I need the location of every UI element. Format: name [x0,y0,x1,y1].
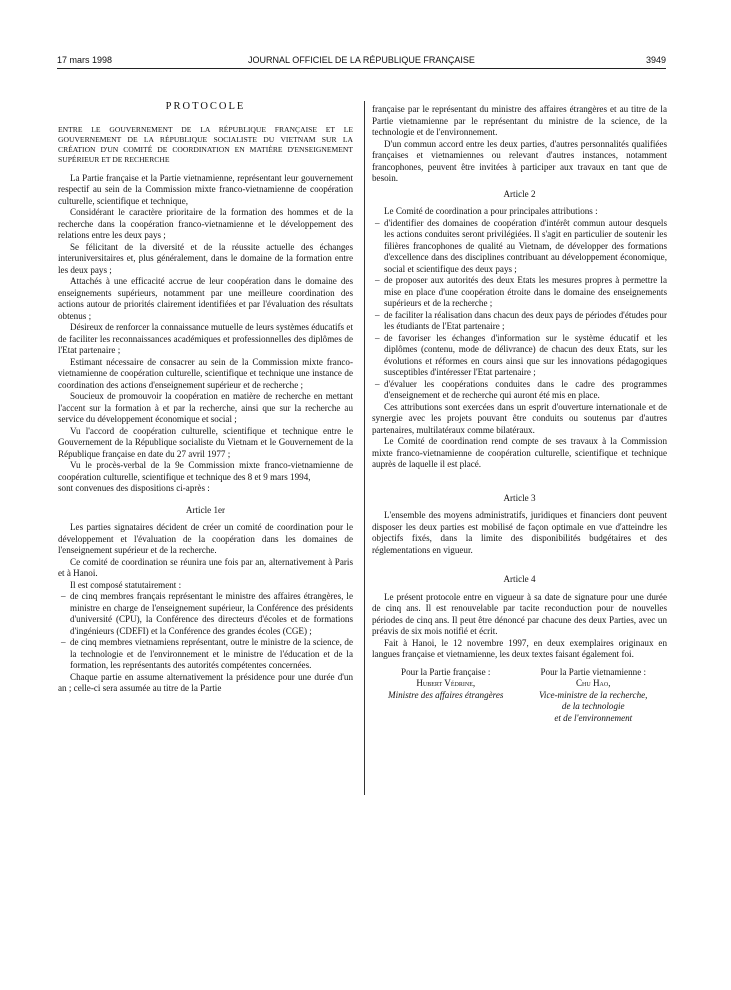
signature-vietnamese-label: Pour la Partie vietnamienne : [540,666,647,677]
preamble-conclusion: sont convenues des dispositions ci-après : [58,483,210,493]
article-4-heading: Article 4 [503,574,536,584]
preamble-paragraph: Considérant le caractère prioritaire de la formation des hommes et de la recherche dans la coopération franco-vietnamienne et le développement des relations entre les deux pays ; [58,207,353,240]
preamble-paragraph: Attachés à une efficacité accrue de leur coopération dans le domaine des enseignements supérieurs, notamment par une meilleure coordination des actions autour de priorités clairement identifiées et par l'évaluation des résultats obtenus ; [58,276,353,321]
signature-vietnamese-title: et de l'environnement [554,712,633,723]
header-date: 17 mars 1998 [57,55,113,65]
preamble-paragraph: La Partie française et la Partie vietnamienne, représentant leur gouvernement respectif au sein de la Commission mixte franco-vietnamienne de coopération culturelle, scientifique et technique, [58,172,353,206]
article-1-list-item: – de cinq membres français représentant le ministre des affaires étrangères, le ministre en charge de l'enseignement supérieur, la Conférence des présidents d'université (CPU), la Conférence des directeurs d'écoles et de formations d'ingénieurs (CDEFI) et la Conférence des grandes écoles (CGE) ; [58,591,353,637]
article-1-paragraph: Il est composé statutairement : [70,579,182,590]
article-3-paragraph: L'ensemble des moyens administratifs, juridiques et financiers dont peuvent disposer les deux parties est mobilisé de façon optimale en vue d'atteindre les objectifs fixés, dans la limite des disponibilités budgétaires et des réglementations en vigueur. [372,510,667,555]
signature-vietnamese-name: Chu Hao, [575,678,611,688]
article-2-list-item: – de faciliter la réalisation dans chacun des deux pays de périodes d'études pour les étudiants de l'Etat partenaire ; [372,310,667,333]
preamble-paragraph: Soucieux de promouvoir la coopération en matière de recherche en mettant l'accent sur la formation à et par la recherche, ainsi que sur la recherche au service du développement économique et social ; [58,391,353,424]
header-journal-title: JOURNAL OFFICIEL DE LA RÉPUBLIQUE FRANÇAISE [248,55,475,65]
article-1-continuation: D'un commun accord entre les deux parties, d'autres personnalités qualifiées françaises et vietnamiennes ou relevant d'autres instances, notamment francophones, peuvent être invitées à participer aux travaux en tant que de besoin. [372,138,667,183]
article-1-continuation: française par le représentant du ministre des affaires étrangères et au titre de la Partie vietnamienne par le représentant du ministre de la science, de la technologie et de l'environnement. [372,104,667,137]
signature-french-label: Pour la Partie française : [401,666,491,677]
article-1-paragraph: Chaque partie en assume alternativement la présidence pour une durée d'un an ; celle-ci sera assumée au titre de la Partie [58,671,353,693]
preamble-paragraph: Estimant nécessaire de consacrer au sein de la Commission mixte franco-vietnamienne de coopération culturelle, scientifique et technique une instance de coordination des actions d'enseignement supérieur et de recherche ; [58,356,353,390]
signature-french [372,667,520,725]
article-1-list-item: – de cinq membres vietnamiens représentant, outre le ministre de la science, de la technologie et de l'environnement et le ministre de l'éducation et de la formation, les représentants des autorités compétentes concernées. [58,637,353,672]
article-2-intro: Le Comité de coordination a pour principales attributions : [384,206,598,216]
left-column [58,101,353,695]
preamble-paragraph: Se félicitant de la diversité et de la réussite actuelle des échanges interuniversitaires et, plus généralement, dans le domaine de la formation entre les deux pays ; [58,241,353,275]
signature-block [372,667,667,725]
article-1-heading: Article 1er [185,504,226,515]
signature-vietnamese-title: Vice-ministre de la recherche, [539,689,648,700]
signature-french-name: Hubert Védrine, [416,678,476,688]
article-4-paragraph: Le présent protocole entre en vigueur à sa date de signature pour une durée de cinq ans. Il est renouvelable par tacite reconduction pour de nouvelles périodes de cinq ans. Il peut être dénoncé par chacune des deux Parties, avec un préavis de six mois notifié et écrit. [372,591,667,636]
preamble-paragraph: Vu le procès-verbal de la 9e Commission mixte franco-vietnamienne de coopération culturelle, scientifique et technique des 8 et 9 mars 1994, [58,460,353,482]
signature-vietnamese [520,667,668,725]
article-2-heading: Article 2 [503,188,536,199]
article-1-paragraph: Les parties signataires décident de créer un comité de coordination pour le développement et l'évaluation de la coopération dans les domaines de l'enseignement supérieur et de la recherche. [58,522,353,555]
preamble-paragraph: Désireux de renforcer la connaissance mutuelle de leurs systèmes éducatifs et de faciliter les reconnaissances académiques et professionnelles des diplômes de l'Etat partenaire ; [58,322,353,355]
protocol-subtitle: ENTRE LE GOUVERNEMENT DE LA RÉPUBLIQUE FRANÇAISE ET LE GOUVERNEMENT DE LA RÉPUBLIQUE SOCIALISTE DU VIETNAM SUR LA CRÉATION D'UN COMITÉ DE COORDINATION EN MATIÈRE D'ENSEIGNEMENT SUPÉRIEUR ET DE RECHERCHE [58,124,353,164]
article-2-paragraph: Le Comité de coordination rend compte de ses travaux à la Commission mixte franco-vietnamienne de coopération culturelle, scientifique et technique auprès de laquelle il est placé. [372,436,667,469]
column-divider [364,101,365,795]
article-2-paragraph: Ces attributions sont exercées dans un esprit d'ouverture internationale et de synergie avec les projets pouvant être conduits ou soutenus par d'autres partenaires, multilatéraux comme bilatéraux. [372,401,667,435]
header-rule [57,68,666,69]
signature-french-title: Ministre des affaires étrangères [388,689,504,700]
article-1-paragraph: Ce comité de coordination se réunira une fois par an, alternativement à Paris et à Hanoi. [58,556,353,578]
protocol-title: PROTOCOLE [165,101,246,112]
signature-vietnamese-title: de la technologie [561,701,625,711]
preamble-paragraph: Vu l'accord de coopération culturelle, scientifique et technique entre le Gouvernement de la République socialiste du Vietnam et le Gouvernement de la République française en date du 27 avril 1977 ; [58,425,353,459]
article-4-paragraph: Fait à Hanoi, le 12 novembre 1997, en deux exemplaires originaux en langues française et vietnamienne, les deux textes faisant également foi. [372,637,667,659]
article-2-list-item: – d'évaluer les coopérations conduites dans le cadre des programmes d'enseignement et de recherche qui auront été mis en place. [372,379,667,402]
article-3-heading: Article 3 [503,492,536,503]
article-2-list-item: – d'identifier des domaines de coopération d'intérêt commun autour desquels les actions conduites seront privilégiées. Il s'agit en particulier de soutenir les filières francophones de qualité au Vietnam, de développer des formations d'excellence dans des disciplines contribuant au développement économique, social et scientifique des deux pays ; [372,218,667,276]
article-2-list-item: – de proposer aux autorités des deux Etats les mesures propres à permettre la mise en place d'une coopération étroite dans le domaine des enseignements supérieurs et de la recherche ; [372,275,667,310]
page-header [57,55,666,69]
right-column [372,104,667,724]
header-page-number: 3949 [645,55,666,65]
article-2-list-item: – de favoriser les échanges d'information sur le système éducatif et les diplômes (contenu, mode de délivrance) de chacun des deux Etats, sur les évolutions et réformes en cours ainsi que sur les innovations pédagogiques susceptibles d'intéresser l'Etat partenaire ; [372,333,667,379]
